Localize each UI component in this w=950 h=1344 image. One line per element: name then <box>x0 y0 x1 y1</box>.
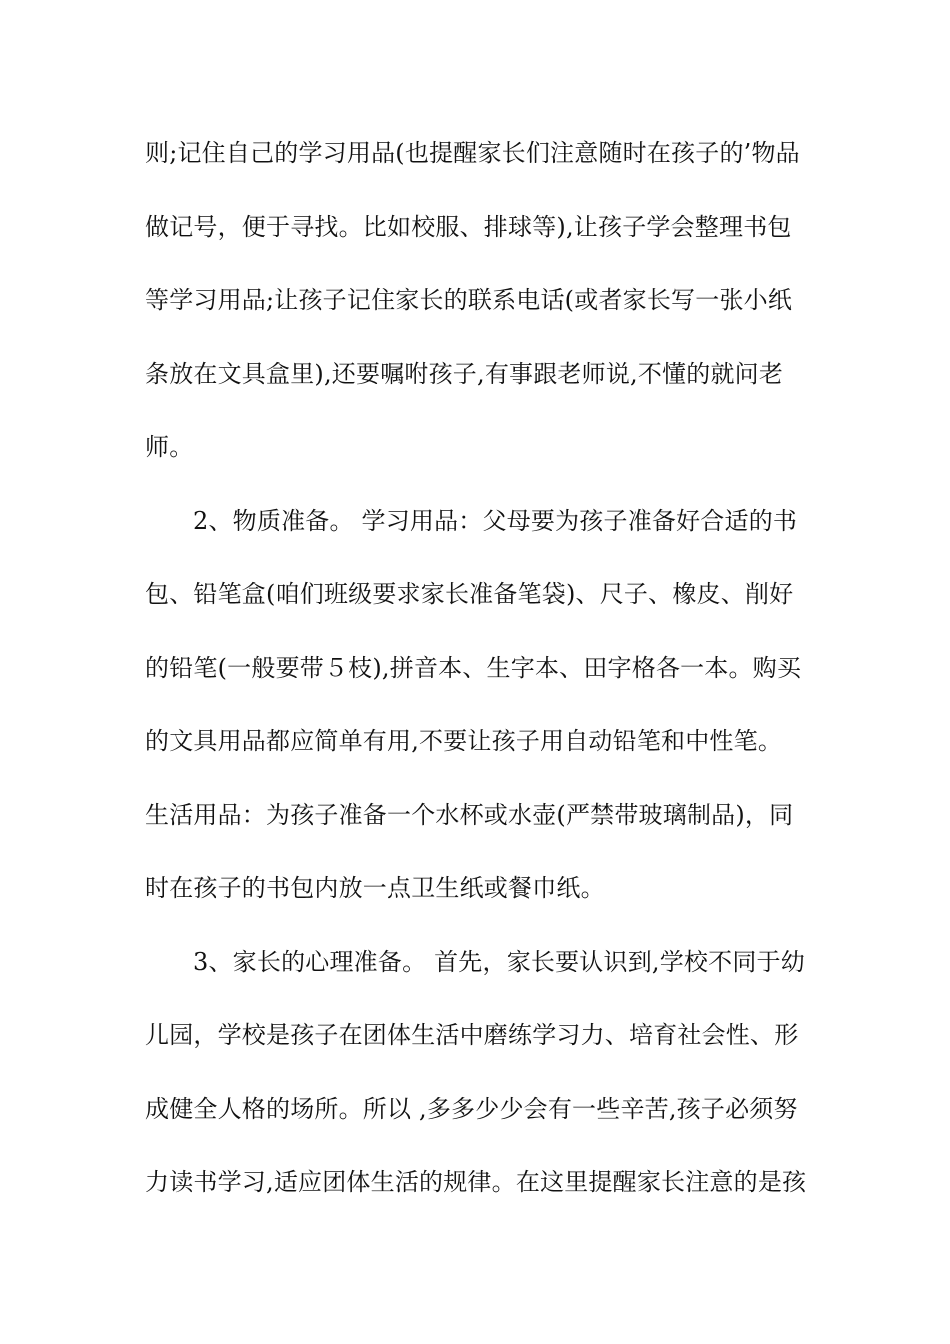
text-line-14: 成健全人格的场所。所以 ,多多少少会有一些辛苦,孩子必须努 <box>145 1094 798 1123</box>
text-line-10: 生活用品：为孩子准备一个水杯或水壶(严禁带玻璃制品)，同 <box>145 800 794 829</box>
text-line-11: 时在孩子的书包内放一点卫生纸或餐巾纸。 <box>145 874 605 902</box>
text-line-9: 的文具用品都应简单有用,不要让孩子用自动铅笔和中性笔。 <box>145 727 783 755</box>
text-line-15: 力读书学习,适应团体生活的规律。在这里提醒家长注意的是孩 <box>145 1168 807 1196</box>
text-line-8: 的铅笔(一般要带５枝),拼音本、生字本、田字格各一本。购买 <box>145 653 802 682</box>
section-2-heading-line: 2、物质准备。 学习用品：父母要为孩子准备好合适的书 <box>193 506 798 535</box>
section-3-heading-line: 3、家长的心理准备。 首先，家长要认识到,学校不同于幼 <box>193 947 805 976</box>
text-line-1: 则;记住自己的学习用品(也提醒家长们注意随时在孩子的’物品 <box>145 139 800 167</box>
text-line-5: 师。 <box>145 433 194 461</box>
document-body <box>145 134 805 1237</box>
text-line-3: 等学习用品;让孩子记住家长的联系电话(或者家长写一张小纸 <box>145 286 793 314</box>
text-line-2: 做记号，便于寻找。比如校服、排球等),让孩子学会整理书包 <box>145 212 792 241</box>
text-line-7: 包、铅笔盒(咱们班级要求家长准备笔袋)、尺子、橡皮、削好 <box>145 580 794 608</box>
text-line-13: 儿园，学校是孩子在团体生活中磨练学习力、培育社会性、形 <box>145 1021 799 1049</box>
text-line-4: 条放在文具盒里),还要嘱咐孩子,有事跟老师说,不懂的就问老 <box>145 359 784 388</box>
